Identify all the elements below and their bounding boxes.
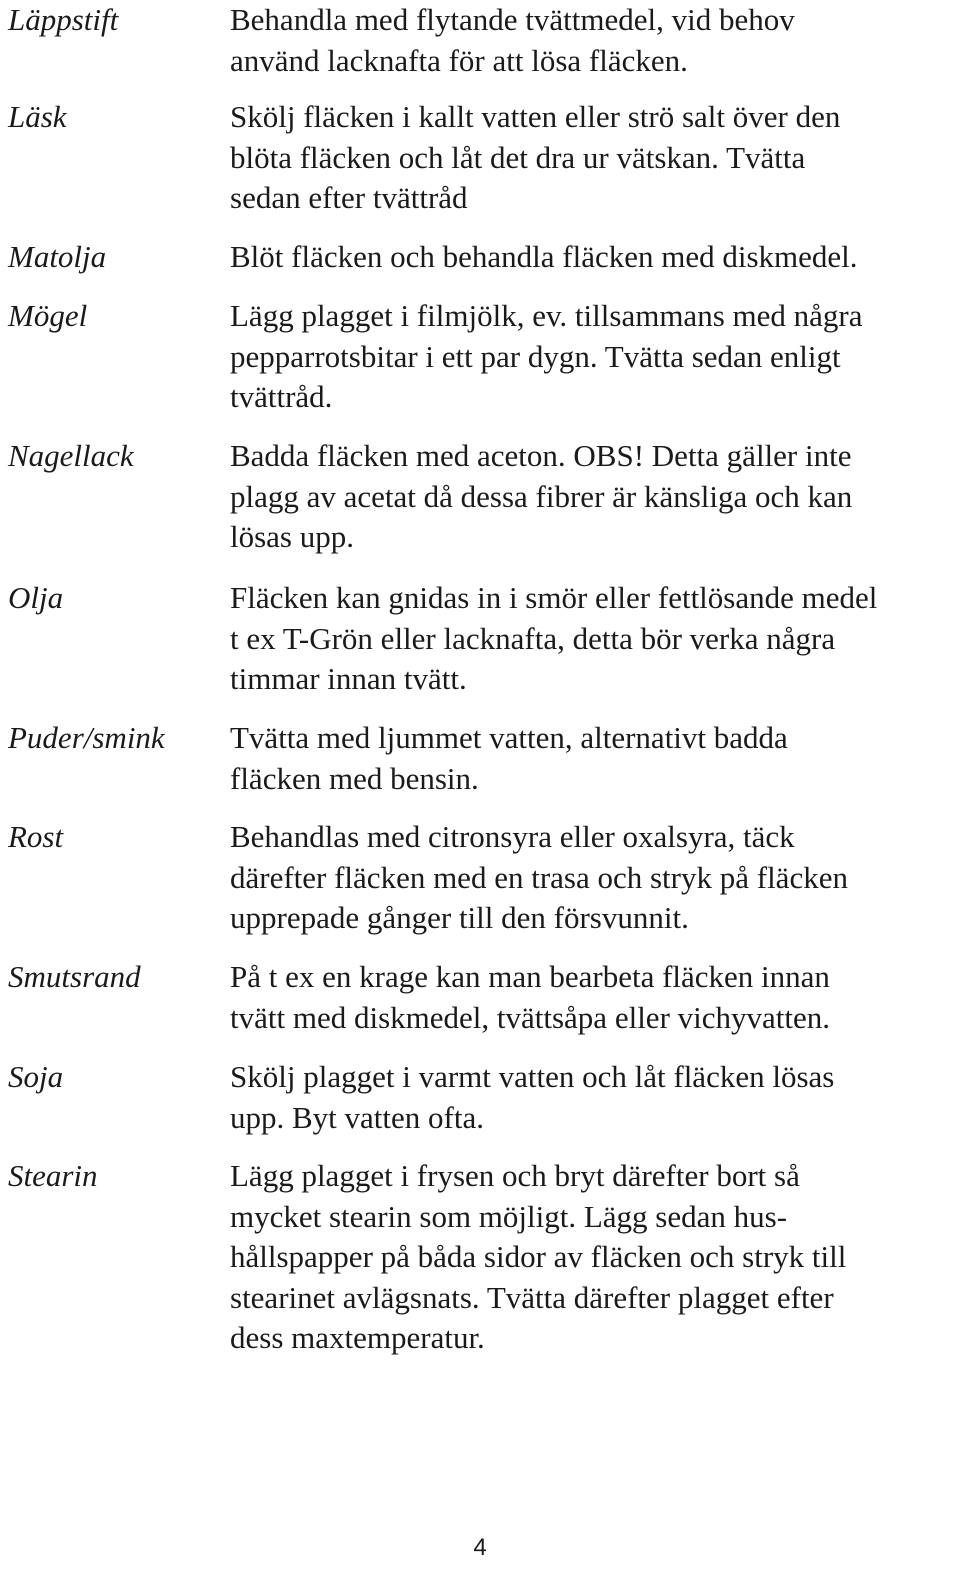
entry-term: Soja [8, 1059, 64, 1094]
entry-term: Olja [8, 580, 64, 615]
entry-term: Läsk [8, 99, 67, 134]
page-number: 4 [473, 1534, 487, 1561]
entry-description: Lägg plagget i filmjölk, ev. tillsammans med några pepparrotsbitar i ett par dygn. Tvätta sedan enligt tvättråd. [230, 298, 863, 414]
entry-description: Behandlas med citronsyra eller oxalsyra, täck därefter fläcken med en trasa och stryk på fläcken upprepade gånger till den försvunnit. [230, 819, 848, 935]
entry-term: Rost [8, 819, 64, 854]
entry-description: Badda fläcken med aceton. OBS! Detta gäller inte plagg av acetat då dessa fibrer är känsliga och kan lösas upp. [230, 438, 853, 554]
entry-term: Mögel [8, 298, 88, 333]
entry-description: Blöt fläcken och behandla fläcken med diskmedel. [230, 239, 858, 274]
entry-description: Lägg plagget i frysen och bryt därefter bort så mycket stearin som möjligt. Lägg sedan hus- hållspapper på båda sidor av fläcken och stryk till stearinet avlägsnats. Tvätta därefter plagget efter dess maxtemperatur. [230, 1158, 847, 1355]
entry-description: Skölj plagget i varmt vatten och låt fläcken lösas upp. Byt vatten ofta. [230, 1059, 835, 1135]
entry-term: Matolja [8, 239, 107, 274]
entry-term: Smutsrand [8, 959, 141, 994]
entry-description: Skölj fläcken i kallt vatten eller strö salt över den blöta fläcken och låt det dra ur vätskan. Tvätta sedan efter tvättråd [230, 99, 841, 215]
entry-term: Stearin [8, 1158, 98, 1193]
entry-term: Puder/smink [8, 720, 165, 755]
entry-description: Tvätta med ljummet vatten, alternativt badda fläcken med bensin. [230, 720, 788, 796]
entry-description: Behandla med flytande tvättmedel, vid behov använd lacknafta för att lösa fläcken. [230, 2, 795, 78]
entry-term: Nagellack [8, 438, 134, 473]
entry-term: Läppstift [8, 2, 119, 37]
entry-description: På t ex en krage kan man bearbeta fläcken innan tvätt med diskmedel, tvättsåpa eller vichyvatten. [230, 959, 831, 1035]
entry-description: Fläcken kan gnidas in i smör eller fettlösande medel t ex T-Grön eller lacknafta, detta bör verka några timmar innan tvätt. [230, 580, 878, 696]
